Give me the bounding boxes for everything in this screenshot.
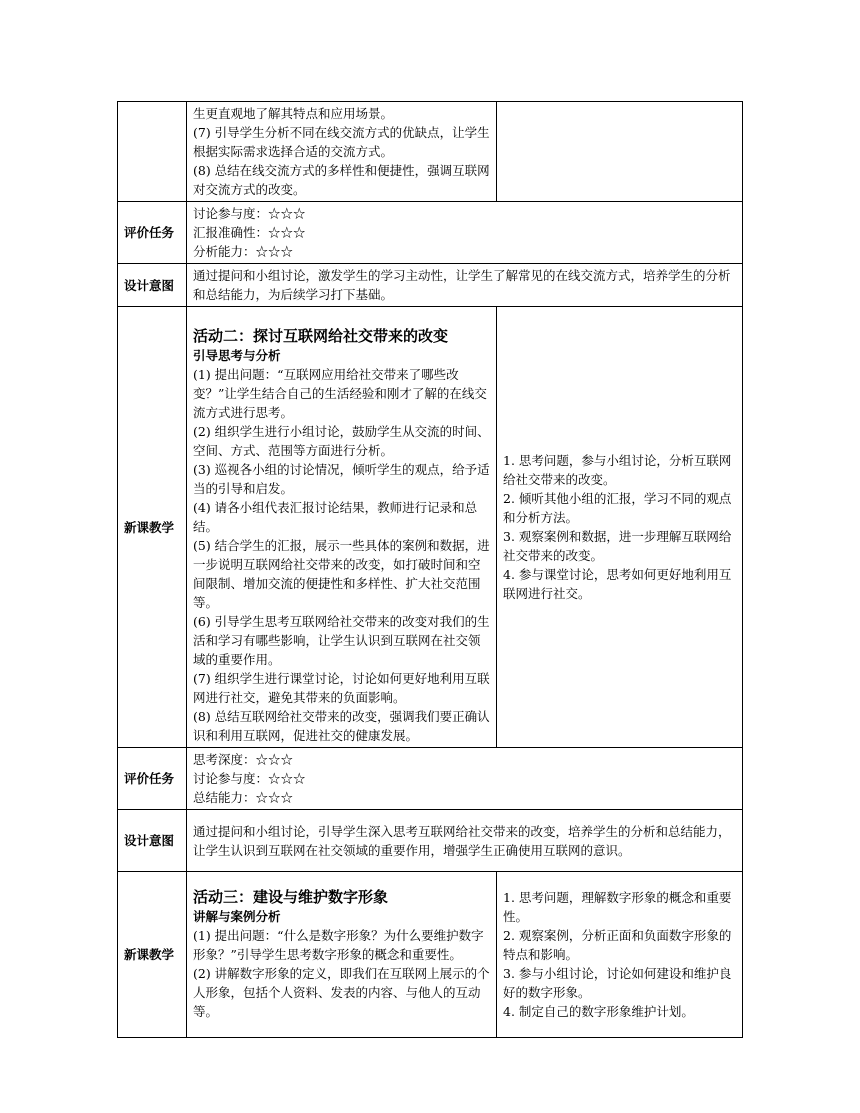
student-step: 3. 参与小组讨论，讨论如何建设和维护良好的数字形象。 <box>503 966 732 1000</box>
activity-2-student-cell <box>497 307 743 748</box>
continuation-row <box>118 102 743 202</box>
evaluation-item: 思考深度：☆☆☆ <box>193 752 294 767</box>
student-step: 2. 观察案例，分析正面和负面数字形象的特点和影响。 <box>503 928 732 962</box>
activity-title: 活动二：探讨互联网给社交带来的改变 <box>193 327 449 345</box>
continuation-student-cell <box>497 102 743 202</box>
lesson-plan-table <box>117 101 743 1038</box>
activity-3-student-cell <box>497 872 743 1038</box>
teacher-step: 生更直观地了解其特点和应用场景。 <box>193 106 394 121</box>
student-step: 1. 思考问题，理解数字形象的概念和重要性。 <box>503 890 732 924</box>
evaluation-row-1 <box>118 202 743 264</box>
activity-subtitle: 讲解与案例分析 <box>193 909 281 924</box>
student-step: 4. 制定自己的数字形象维护计划。 <box>503 1004 694 1019</box>
evaluation-item: 讨论参与度：☆☆☆ <box>193 771 306 786</box>
student-step: 4. 参与课堂讨论，思考如何更好地利用互联网进行社交。 <box>503 567 732 601</box>
teacher-step: (5) 结合学生的汇报，展示一些具体的案例和数据，进一步说明互联网给社交带来的改变，如打破时间和空间限制、增加交流的便捷性和多样性、扩大社交范围等。 <box>193 538 490 610</box>
student-step: 2. 倾听其他小组的汇报，学习不同的观点和分析方法。 <box>503 491 732 525</box>
teacher-step: (1) 提出问题：“互联网应用给社交带来了哪些改变？”让学生结合自己的生活经验和刚才了解的在线交流方式进行思考。 <box>193 367 487 420</box>
teacher-step: (2) 讲解数字形象的定义，即我们在互联网上展示的个人形象，包括个人资料、发表的内容、与他人的互动等。 <box>193 966 490 1019</box>
evaluation-label: 评价任务 <box>118 748 187 810</box>
lesson-row-activity-2 <box>118 307 743 748</box>
design-intent-text: 通过提问和小组讨论，引导学生深入思考互联网给社交带来的改变，培养学生的分析和总结能力，让学生认识到互联网在社交领域的重要作用，增强学生正确使用互联网的意识。 <box>187 810 743 872</box>
activity-3-teacher-cell <box>187 872 497 1038</box>
design-intent-row-1 <box>118 264 743 307</box>
teacher-step: (8) 总结互联网给社交带来的改变，强调我们要正确认识和利用互联网，促进社交的健康发展。 <box>193 709 490 743</box>
evaluation-items <box>187 748 743 810</box>
teacher-step: (6) 引导学生思考互联网给社交带来的改变对我们的生活和学习有哪些影响，让学生认识到互联网在社交领域的重要作用。 <box>193 614 490 667</box>
student-step: 1. 思考问题，参与小组讨论，分析互联网给社交带来的改变。 <box>503 453 732 487</box>
evaluation-item: 讨论参与度：☆☆☆ <box>193 206 306 221</box>
activity-subtitle: 引导思考与分析 <box>193 348 281 363</box>
activity-2-teacher-cell <box>187 307 497 748</box>
design-intent-label: 设计意图 <box>118 810 187 872</box>
teacher-step: (2) 组织学生进行小组讨论，鼓励学生从交流的时间、空间、方式、范围等方面进行分析。 <box>193 424 490 458</box>
evaluation-items <box>187 202 743 264</box>
evaluation-item: 分析能力：☆☆☆ <box>193 244 294 259</box>
evaluation-item: 汇报准确性：☆☆☆ <box>193 225 306 240</box>
design-intent-label: 设计意图 <box>118 264 187 307</box>
teacher-step: (4) 请各小组代表汇报讨论结果，教师进行记录和总结。 <box>193 500 478 534</box>
teacher-step: (8) 总结在线交流方式的多样性和便捷性，强调互联网对交流方式的改变。 <box>193 163 490 197</box>
lesson-label: 新课教学 <box>118 872 187 1038</box>
evaluation-label: 评价任务 <box>118 202 187 264</box>
activity-title: 活动三：建设与维护数字形象 <box>193 888 389 906</box>
lesson-row-activity-3 <box>118 872 743 1038</box>
design-intent-row-2 <box>118 810 743 872</box>
teacher-step: (3) 巡视各小组的讨论情况，倾听学生的观点，给予适当的引导和启发。 <box>193 462 490 496</box>
continuation-label-cell <box>118 102 187 202</box>
teacher-step: (7) 引导学生分析不同在线交流方式的优缺点，让学生根据实际需求选择合适的交流方式。 <box>193 125 490 159</box>
continuation-teacher-cell <box>187 102 497 202</box>
design-intent-text: 通过提问和小组讨论，激发学生的学习主动性，让学生了解常见的在线交流方式，培养学生的分析和总结能力，为后续学习打下基础。 <box>187 264 743 307</box>
teacher-step: (1) 提出问题：“什么是数字形象？为什么要维护数字形象？”引导学生思考数字形象的概念和重要性。 <box>193 928 484 962</box>
evaluation-item: 总结能力：☆☆☆ <box>193 790 294 805</box>
student-step: 3. 观察案例和数据，进一步理解互联网给社交带来的改变。 <box>503 529 732 563</box>
teacher-step: (7) 组织学生进行课堂讨论，讨论如何更好地利用互联网进行社交，避免其带来的负面影响。 <box>193 671 490 705</box>
evaluation-row-2 <box>118 748 743 810</box>
lesson-label: 新课教学 <box>118 307 187 748</box>
